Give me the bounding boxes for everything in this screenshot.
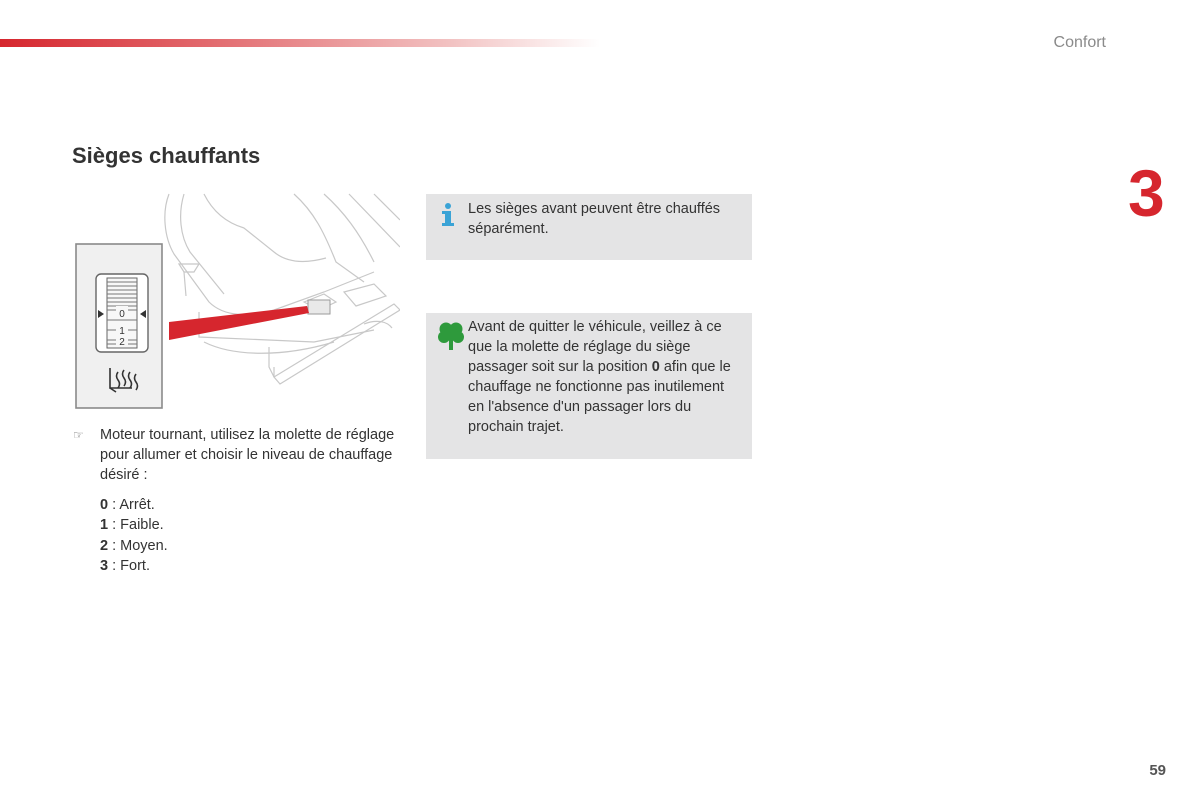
heated-seat-illustration: [74, 192, 400, 410]
header-accent-bar: [0, 39, 600, 47]
info-note: [426, 194, 752, 260]
level-item: 0 : Arrêt.: [100, 497, 155, 513]
dial-label-0: 0: [119, 309, 125, 320]
dial-label-2: 2: [119, 337, 125, 348]
chapter-number: 3: [1128, 156, 1165, 230]
level-item: 1 : Faible.: [100, 517, 164, 534]
instruction-text: Moteur tournant, utilisez la molette de réglage pour allumer et choisir le niveau de chauffage désiré :: [100, 427, 395, 483]
instruction-block: [73, 425, 403, 576]
pointing-hand-icon: ☞: [73, 428, 84, 442]
level-item: 2 : Moyen.: [100, 537, 168, 554]
seat-switch-icon: [308, 300, 330, 314]
section-label: Confort: [1053, 34, 1106, 51]
pointer-arrow: [169, 306, 309, 340]
heating-levels-list: [100, 495, 403, 576]
level-item: 3 : Fort.: [100, 557, 150, 574]
page-title: Sièges chauffants: [72, 143, 261, 168]
seat-drawing: [165, 194, 400, 384]
eco-note: [426, 313, 752, 459]
page-number: 59: [1149, 762, 1166, 779]
dial-label-1: 1: [119, 326, 125, 337]
info-note-text: Les sièges avant peuvent être chauffés séparément.: [468, 201, 721, 237]
eco-note-text: Avant de quitter le véhicule, veillez à ce que la molette de réglage du siège passager soit sur la position 0 afin que le chauffage ne fonctionne pas inutilement en l'absence d'un passager lors du prochain trajet.: [468, 319, 731, 435]
info-icon: [438, 202, 458, 228]
tree-icon: [438, 321, 464, 351]
